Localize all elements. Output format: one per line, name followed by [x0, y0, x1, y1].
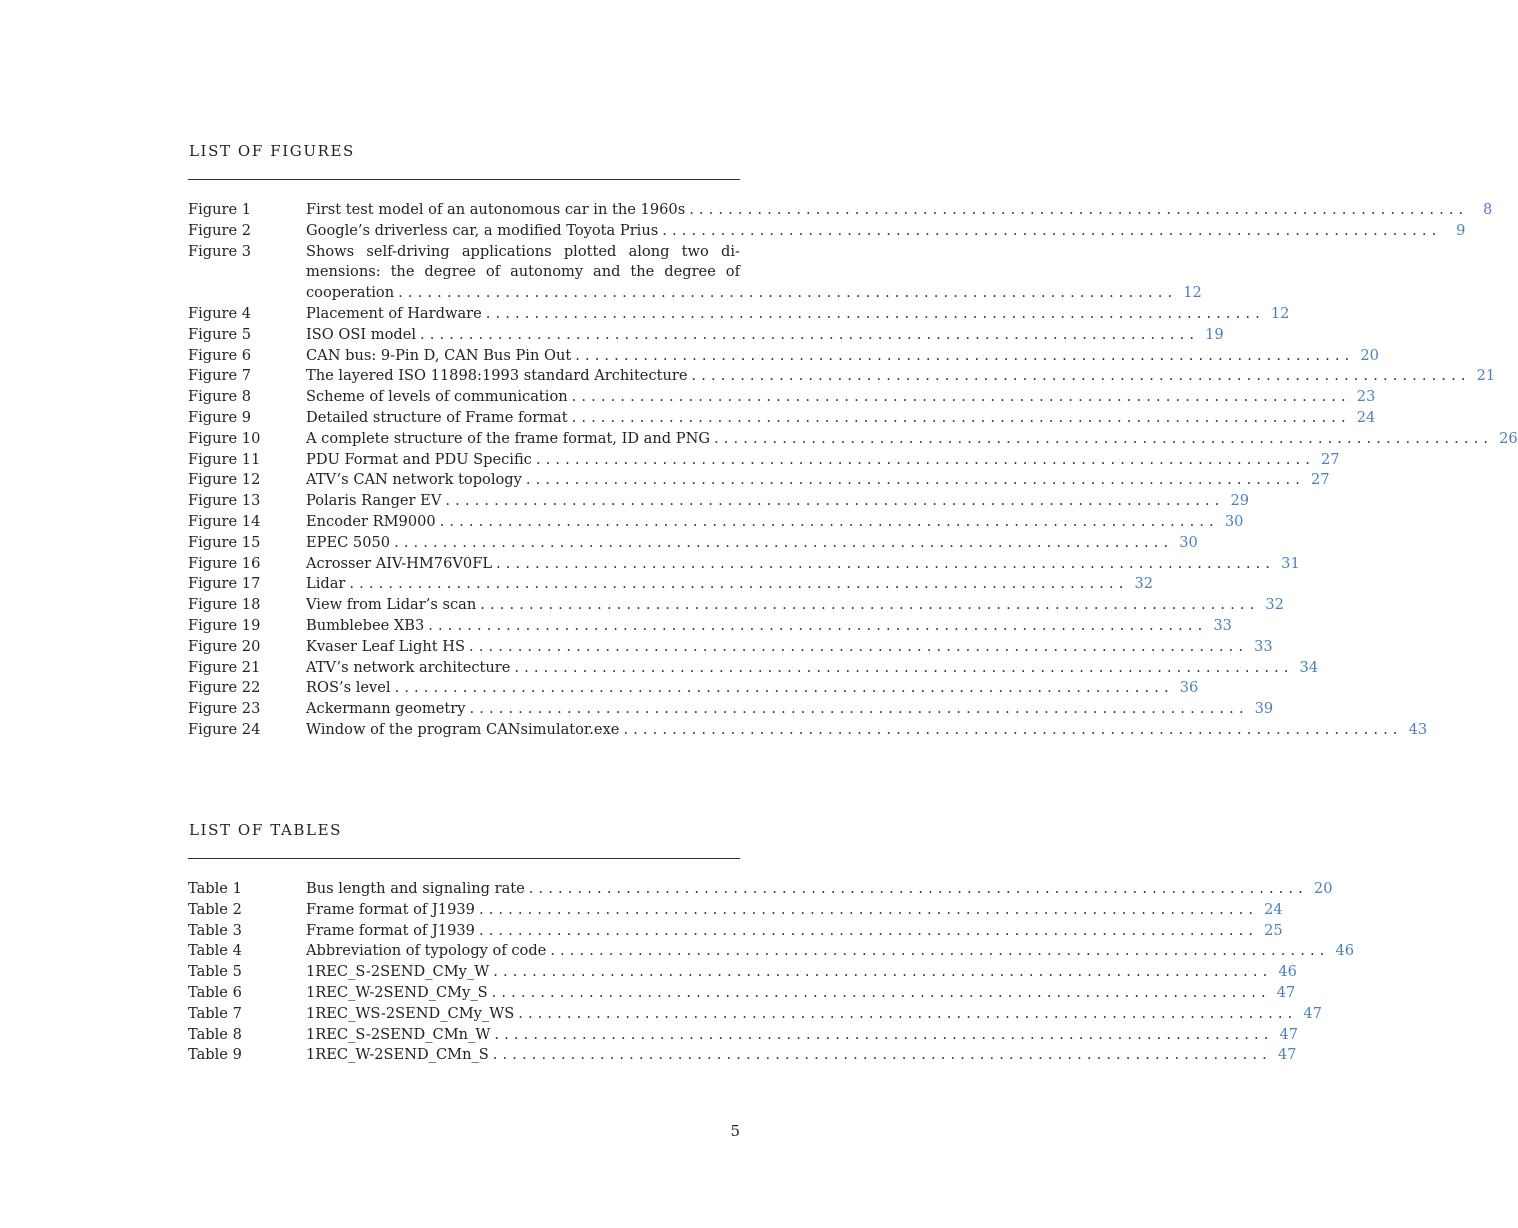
entry-title-word: and: [593, 263, 621, 281]
entry-label: Figure 15: [188, 533, 261, 551]
entry-title: Bumblebee XB3: [306, 616, 425, 634]
figure-entry[interactable]: [188, 616, 1232, 637]
entry-body: [306, 366, 1496, 387]
entry-title-word: the: [630, 263, 655, 281]
entry-body: [306, 221, 1466, 242]
entry-body: [306, 429, 1518, 450]
entry-title: 1REC_S-2SEND_CMn_W: [306, 1025, 491, 1043]
entry-title-word: self-driving: [366, 242, 450, 260]
dot-leader: ................................................................................: [492, 1046, 1272, 1064]
entry-title-line: [306, 408, 1376, 429]
dot-leader: ................................................................................: [398, 284, 1178, 302]
page-link[interactable]: 12: [1183, 284, 1202, 302]
entry-title: Detailed structure of Frame format: [306, 408, 568, 426]
page-link[interactable]: 31: [1281, 554, 1300, 572]
entry-body: [306, 983, 1296, 1004]
entry-title-line: [306, 1025, 1299, 1046]
dot-leader: ................................................................................: [420, 325, 1200, 343]
page-link[interactable]: 46: [1335, 942, 1355, 960]
dot-leader: ................................................................................: [478, 900, 1259, 918]
entry-title: ATV’s network architecture: [306, 658, 511, 676]
figure-entry[interactable]: [188, 533, 1198, 554]
page-link[interactable]: 46: [1278, 963, 1297, 981]
entry-title: Bus length and signaling rate: [306, 880, 525, 897]
entry-label: Figure 7: [188, 367, 252, 385]
page-link[interactable]: 27: [1320, 450, 1340, 468]
table-entry[interactable]: [188, 1025, 1299, 1046]
entry-title-line: [306, 491, 1250, 512]
entry-title: Scheme of levels of communication: [306, 388, 568, 406]
entry-title-line: [306, 595, 1284, 616]
entry-title: Ackermann geometry: [306, 700, 466, 718]
entry-body: [306, 512, 1244, 533]
figure-entry[interactable]: [188, 720, 1428, 741]
list-of-figures: [188, 140, 1518, 738]
entry-title-line: [306, 678, 1199, 699]
entry-label: Figure 11: [188, 450, 261, 468]
entry-body: [306, 304, 1290, 325]
page-link[interactable]: 20: [1360, 346, 1379, 364]
page-link[interactable]: 39: [1254, 700, 1274, 718]
entry-label: Table 7: [188, 1004, 242, 1022]
entry-label: Figure 12: [188, 471, 261, 489]
entry-label: Figure 9: [188, 408, 252, 426]
list-of-tables-heading: LIST OF TABLES: [189, 821, 343, 839]
entry-body: [306, 900, 1283, 921]
dot-leader: ................................................................................: [469, 637, 1249, 655]
page-link[interactable]: 24: [1264, 900, 1283, 918]
entry-body: [306, 1004, 1322, 1025]
entry-label: Table 1: [188, 880, 242, 897]
dot-leader: ................................................................................: [525, 471, 1306, 489]
page-link[interactable]: 33: [1254, 637, 1273, 655]
entry-title-word: degree: [664, 263, 716, 281]
dot-leader: ................................................................................: [428, 616, 1208, 634]
entry-body: [306, 941, 1355, 962]
entry-title: 1REC_S-2SEND_CMy_W: [306, 963, 490, 981]
dot-leader: ................................................................................: [550, 942, 1330, 960]
entry-title: Acrosser AIV-HM76V0FL: [306, 554, 493, 572]
entry-body: [306, 200, 1493, 221]
entry-label: Figure 3: [188, 242, 252, 260]
entry-title-line: [306, 637, 1273, 658]
entry-title-word: the: [390, 263, 415, 281]
entry-label: Figure 16: [188, 554, 261, 572]
entry-title-line: [306, 879, 1333, 900]
figure-entry[interactable]: [188, 387, 1376, 408]
entry-title: Window of the program CANsimulator.exe: [306, 720, 620, 738]
entry-label: Figure 17: [188, 575, 261, 593]
page-link[interactable]: 20: [1313, 880, 1333, 897]
entry-title-line: [306, 366, 1496, 387]
figure-entry[interactable]: [188, 595, 1284, 616]
entry-title: Frame format of J1939: [306, 900, 475, 918]
dot-leader: ................................................................................: [514, 658, 1294, 676]
table-entry[interactable]: [188, 962, 1297, 983]
entry-title: View from Lidar’s scan: [306, 596, 477, 614]
figure-entry[interactable]: [188, 304, 1290, 325]
entry-label: Figure 1: [188, 201, 252, 218]
dot-leader: ................................................................................: [623, 720, 1403, 738]
entry-title: Google’s driverless car, a modified Toyota Prius: [306, 221, 659, 239]
entry-body: [306, 408, 1376, 429]
entry-body: [306, 720, 1428, 741]
dot-leader: ................................................................................: [445, 492, 1225, 510]
entry-title-line: [306, 1045, 1297, 1066]
entry-title: Placement of Hardware: [306, 304, 482, 322]
page-link[interactable]: 26: [1499, 429, 1518, 447]
figure-entry[interactable]: [188, 699, 1274, 720]
entry-label: Figure 18: [188, 596, 261, 614]
dot-leader: ................................................................................: [689, 201, 1469, 218]
figures-list: [188, 200, 1518, 741]
page-link[interactable]: 23: [1356, 388, 1376, 406]
table-entry[interactable]: [188, 941, 1355, 962]
entry-title-word: mensions:: [306, 263, 381, 281]
dot-leader: ................................................................................: [394, 679, 1174, 697]
entry-label: Figure 19: [188, 616, 261, 634]
entry-body: [306, 242, 1202, 304]
entry-title-line: [306, 325, 1224, 346]
page-link[interactable]: 9: [1456, 221, 1466, 239]
page-link[interactable]: 24: [1356, 408, 1376, 426]
entry-title: 1REC_WS-2SEND_CMy_WS: [306, 1004, 515, 1022]
entry-body: [306, 574, 1154, 595]
entry-body: [306, 678, 1199, 699]
entry-label: Figure 24: [188, 720, 261, 738]
entry-title-word: degree: [424, 263, 476, 281]
figure-entry[interactable]: [188, 346, 1379, 367]
page-link[interactable]: 36: [1179, 679, 1199, 697]
dot-leader: ................................................................................: [493, 963, 1273, 981]
dot-leader: ................................................................................: [491, 983, 1271, 1001]
entry-title: 1REC_W-2SEND_CMn_S: [306, 1046, 489, 1064]
entry-body: [306, 325, 1224, 346]
entry-label: Figure 2: [188, 221, 252, 239]
entry-title-line: [306, 450, 1340, 471]
entry-label: Table 2: [188, 900, 242, 918]
entry-title-line: [306, 533, 1198, 554]
dot-leader: ................................................................................: [714, 429, 1494, 447]
entry-title-line: [306, 983, 1296, 1004]
entry-label: Table 8: [188, 1025, 242, 1043]
entry-title: CAN bus: 9-Pin D, CAN Bus Pin Out: [306, 346, 572, 364]
entry-body: [306, 879, 1333, 900]
entry-title: ISO OSI model: [306, 325, 417, 343]
entry-label: Figure 14: [188, 512, 261, 530]
entry-title-continuation: [306, 262, 740, 283]
page-link[interactable]: 8: [1483, 201, 1493, 218]
entry-title: EPEC 5050: [306, 533, 391, 551]
entry-title-word: Shows: [306, 242, 355, 260]
dot-leader: ................................................................................: [480, 596, 1260, 614]
table-entry[interactable]: [188, 1045, 1297, 1066]
page-link[interactable]: 25: [1264, 921, 1283, 939]
figure-entry[interactable]: [188, 242, 1202, 304]
entry-title: Abbreviation of typology of code: [306, 942, 547, 960]
table-entry[interactable]: [188, 879, 1333, 900]
entry-label: Table 3: [188, 921, 242, 939]
dot-leader: ................................................................................: [662, 221, 1442, 239]
dot-leader: ................................................................................: [469, 700, 1249, 718]
entry-title-line: [306, 429, 1518, 450]
figure-entry[interactable]: [188, 637, 1273, 658]
figure-entry[interactable]: [188, 658, 1319, 679]
dot-leader: ................................................................................: [485, 304, 1265, 322]
entry-body: [306, 637, 1273, 658]
dot-leader: ................................................................................: [528, 880, 1308, 897]
dot-leader: ................................................................................: [691, 367, 1471, 385]
page-link[interactable]: 32: [1265, 596, 1284, 614]
entry-title: Lidar: [306, 575, 346, 593]
entry-body: [306, 470, 1330, 491]
entry-title-line: [306, 962, 1297, 983]
page-link[interactable]: 12: [1270, 304, 1290, 322]
figure-entry[interactable]: [188, 554, 1300, 575]
entry-title-line: [306, 1004, 1322, 1025]
entry-title-word: along: [628, 242, 670, 260]
page-link[interactable]: 21: [1476, 367, 1496, 385]
table-entry[interactable]: [188, 983, 1296, 1004]
entry-label: Table 4: [188, 942, 242, 960]
entry-title-word: two: [681, 242, 709, 260]
entry-label: Figure 4: [188, 304, 252, 322]
heading-rule: [188, 858, 740, 859]
list-of-tables: [188, 819, 1355, 1064]
figure-entry[interactable]: [188, 200, 1493, 221]
entry-label: Figure 22: [188, 679, 261, 697]
entry-title-line: [306, 512, 1244, 533]
dot-leader: ................................................................................: [496, 554, 1276, 572]
page-link[interactable]: 19: [1205, 325, 1224, 343]
entry-title-line: [306, 616, 1232, 637]
figure-entry[interactable]: [188, 366, 1496, 387]
entry-title: ATV’s CAN network topology: [306, 471, 522, 489]
page-link[interactable]: 30: [1179, 533, 1198, 551]
entry-body: [306, 450, 1340, 471]
page-number: 5: [730, 1122, 740, 1140]
entry-title-line: [306, 387, 1376, 408]
figure-entry[interactable]: [188, 512, 1244, 533]
entry-label: Figure 21: [188, 658, 261, 676]
entry-title: ROS’s level: [306, 679, 391, 697]
page-link[interactable]: 32: [1134, 575, 1154, 593]
dot-leader: ................................................................................: [478, 921, 1259, 939]
dot-leader: ................................................................................: [494, 1025, 1274, 1043]
entry-title: Kvaser Leaf Light HS: [306, 637, 465, 655]
table-entry[interactable]: [188, 900, 1283, 921]
page-link[interactable]: 47: [1303, 1004, 1322, 1022]
dot-leader: ................................................................................: [571, 388, 1351, 406]
entry-body: [306, 533, 1198, 554]
entry-body: [306, 962, 1297, 983]
page-link[interactable]: 43: [1408, 720, 1428, 738]
figure-entry[interactable]: [188, 470, 1330, 491]
dot-leader: ................................................................................: [394, 533, 1174, 551]
entry-title: First test model of an autonomous car in the 1960s: [306, 201, 686, 218]
entry-title: Frame format of J1939: [306, 921, 475, 939]
page-link[interactable]: 34: [1299, 658, 1319, 676]
entry-title-line: [306, 720, 1428, 741]
tables-list: [188, 879, 1355, 1066]
entry-title-word: di-: [721, 242, 740, 260]
entry-title-word: plotted: [563, 242, 617, 260]
entry-title-continuation: [306, 242, 740, 263]
entry-label: Figure 23: [188, 700, 261, 718]
dot-leader: ................................................................................: [535, 450, 1315, 468]
figure-entry[interactable]: [188, 574, 1154, 595]
entry-title: Encoder RM9000: [306, 512, 436, 530]
entry-title-line: [306, 574, 1154, 595]
entry-title: cooperation: [306, 284, 395, 302]
entry-title-word: of: [725, 263, 740, 281]
figure-entry[interactable]: [188, 221, 1466, 242]
entry-title-line: [306, 921, 1283, 942]
entry-body: [306, 699, 1274, 720]
entry-label: Figure 20: [188, 637, 261, 655]
page-link[interactable]: 47: [1276, 983, 1296, 1001]
entry-label: Table 6: [188, 983, 242, 1001]
entry-title-line: [306, 900, 1283, 921]
entry-label: Table 5: [188, 963, 242, 981]
entry-title: 1REC_W-2SEND_CMy_S: [306, 983, 488, 1001]
dot-leader: ................................................................................: [439, 512, 1219, 530]
entry-title-line: [306, 699, 1274, 720]
page-link[interactable]: 47: [1279, 1025, 1299, 1043]
heading-rule: [188, 179, 740, 180]
entry-title-line: [306, 658, 1319, 679]
entry-label: Figure 13: [188, 492, 261, 510]
entry-title-line: [306, 346, 1379, 367]
entry-title-word: applications: [461, 242, 552, 260]
entry-body: [306, 554, 1300, 575]
figure-entry[interactable]: [188, 450, 1340, 471]
dot-leader: ................................................................................: [575, 346, 1355, 364]
figure-entry[interactable]: [188, 325, 1224, 346]
entry-label: Figure 8: [188, 388, 252, 406]
entry-label: Figure 6: [188, 346, 252, 364]
entry-title-line: [306, 221, 1466, 242]
entry-title: PDU Format and PDU Specific: [306, 450, 532, 468]
entry-title: Polaris Ranger EV: [306, 492, 442, 510]
entry-label: Figure 10: [188, 429, 261, 447]
entry-body: [306, 616, 1232, 637]
dot-leader: ................................................................................: [571, 408, 1351, 426]
entry-title-line: [306, 304, 1290, 325]
entry-label: Table 9: [188, 1046, 242, 1064]
entry-title-line: [306, 470, 1330, 491]
entry-title-word: of: [485, 263, 501, 281]
page-link[interactable]: 33: [1213, 616, 1232, 634]
entry-body: [306, 1025, 1299, 1046]
entry-title-line: [306, 200, 1493, 221]
table-entry[interactable]: [188, 921, 1283, 942]
entry-title-line: [306, 554, 1300, 575]
entry-title-word: autonomy: [510, 263, 584, 281]
entry-body: [306, 595, 1284, 616]
entry-title: A complete structure of the frame format, ID and PNG: [306, 429, 711, 447]
figure-entry[interactable]: [188, 429, 1518, 450]
entry-body: [306, 387, 1376, 408]
entry-body: [306, 1045, 1297, 1066]
page-link[interactable]: 30: [1224, 512, 1244, 530]
entry-body: [306, 346, 1379, 367]
figure-entry[interactable]: [188, 678, 1199, 699]
entry-label: Figure 5: [188, 325, 252, 343]
page-link[interactable]: 29: [1230, 492, 1250, 510]
page-link[interactable]: 47: [1277, 1046, 1297, 1064]
figure-entry[interactable]: [188, 491, 1250, 512]
dot-leader: ................................................................................: [349, 575, 1129, 593]
entry-title: The layered ISO 11898:1993 standard Architecture: [306, 367, 688, 385]
dot-leader: ................................................................................: [518, 1004, 1298, 1022]
entry-title-line: [306, 941, 1355, 962]
page-link[interactable]: 27: [1311, 471, 1330, 489]
table-entry[interactable]: [188, 1004, 1322, 1025]
figure-entry[interactable]: [188, 408, 1376, 429]
entry-title-line: [306, 283, 1202, 304]
entry-body: [306, 658, 1319, 679]
list-of-figures-heading: LIST OF FIGURES: [189, 142, 355, 160]
entry-body: [306, 491, 1250, 512]
entry-body: [306, 921, 1283, 942]
